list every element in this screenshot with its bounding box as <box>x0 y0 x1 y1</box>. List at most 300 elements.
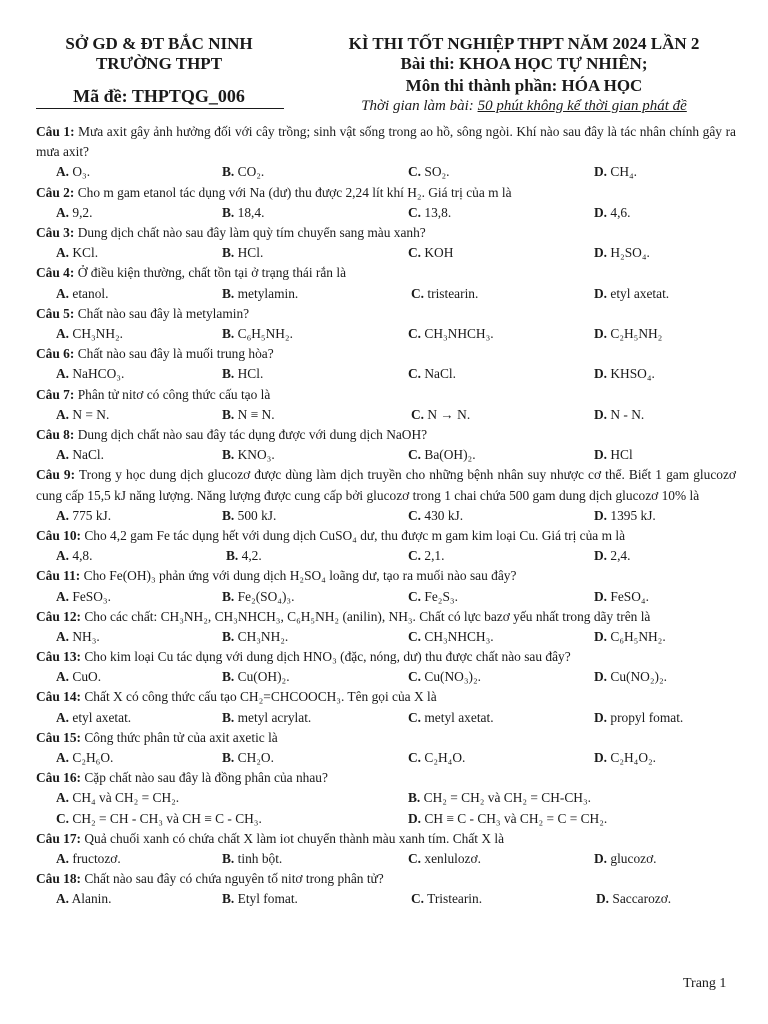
option-text: CH₃NHCH₃. <box>424 628 494 644</box>
option-text: metyl axetat. <box>424 709 494 725</box>
option-key: A. <box>56 204 70 220</box>
option-a <box>56 405 109 425</box>
option-text: metyl acrylat. <box>237 709 312 725</box>
option-key: A. <box>56 245 70 261</box>
question-number: Câu 16: <box>36 770 82 786</box>
option-key: A. <box>56 325 70 341</box>
option-key: D. <box>594 750 608 766</box>
option-key: D. <box>594 851 608 867</box>
option-text: N → N. <box>427 406 471 422</box>
option-text: FeSO₄. <box>610 588 649 604</box>
option-key: D. <box>594 669 608 685</box>
option-text: etyl axetat. <box>72 709 132 725</box>
option-c <box>408 506 463 526</box>
option-key: A. <box>56 164 70 180</box>
question-stem <box>36 122 736 162</box>
option-a <box>56 506 111 526</box>
page-number: Trang 1 <box>683 976 727 991</box>
option-c <box>408 162 450 182</box>
option-c <box>411 889 482 909</box>
option-d <box>594 243 650 263</box>
duration-label: Thời gian làm bài: <box>361 98 478 114</box>
option-key: C. <box>408 588 422 604</box>
option-text: tinh bột. <box>237 851 283 867</box>
exam-subject: Môn thi thành phần: HÓA HỌC <box>405 76 643 95</box>
option-a <box>56 364 124 384</box>
option-key: A. <box>56 750 70 766</box>
option-text: KHSO₄. <box>610 366 655 382</box>
question-text: Cho m gam etanol tác dụng với Na (dư) thu được 2,24 lít khí H₂. Giá trị của m là <box>77 184 512 200</box>
option-text: Tristearin. <box>427 891 483 907</box>
option-key: D. <box>594 507 608 523</box>
options-row <box>36 667 736 687</box>
question-stem <box>36 768 736 788</box>
question-text: Chất nào sau đây là muối trung hòa? <box>77 346 274 362</box>
option-key: C. <box>408 669 422 685</box>
option-d <box>594 405 644 425</box>
option-key: A. <box>56 669 70 685</box>
option-text: NaCl. <box>72 447 105 463</box>
question-stem <box>36 687 736 707</box>
question-text: Mưa axit gây ảnh hưởng đối với cây trồng; sinh vật sống trong ao hồ, sông ngòi. Khí nào sau đây là tác nhân chính gây ra mưa axit? <box>36 124 736 160</box>
option-b <box>222 506 276 526</box>
option-a <box>56 889 111 909</box>
option-key: D. <box>594 366 608 382</box>
option-text: Cu(OH)₂. <box>237 669 290 685</box>
option-key: B. <box>222 325 235 341</box>
option-key: B. <box>222 245 235 261</box>
question-18 <box>36 869 736 909</box>
question-number: Câu 12: <box>36 608 82 624</box>
option-text: glucozơ. <box>610 851 657 867</box>
option-text: CH₂ = CH - CH₃ và CH ≡ C - CH₃. <box>72 810 262 826</box>
option-key: C. <box>408 507 422 523</box>
school-name: TRƯỜNG THPT <box>95 54 223 73</box>
options-row <box>36 788 736 808</box>
question-10 <box>36 526 736 566</box>
option-text: Cu(NO₂)₂. <box>610 669 667 685</box>
option-a <box>56 667 101 687</box>
question-11 <box>36 566 736 606</box>
option-b <box>222 405 275 425</box>
option-key: A. <box>56 366 70 382</box>
options-row <box>36 203 736 223</box>
option-d <box>594 162 637 182</box>
question-text: Cho 4,2 gam Fe tác dụng hết với dung dịch CuSO₄ dư, thu được m gam kim loại Cu. Giá trị của m là <box>84 527 626 543</box>
option-key: A. <box>56 447 70 463</box>
question-number: Câu 13: <box>36 649 82 665</box>
options-row <box>36 587 736 607</box>
question-text: Cho Fe(OH)₃ phản ứng với dung dịch H₂SO₄ loãng dư, tạo ra muối nào sau đây? <box>83 568 517 584</box>
option-key: B. <box>222 709 235 725</box>
options-row <box>36 708 736 728</box>
option-text: NaHCO₃. <box>72 366 125 382</box>
option-text: C₂H₄O. <box>424 750 466 766</box>
question-number: Câu 5: <box>36 305 75 321</box>
question-9 <box>36 465 736 526</box>
option-key: B. <box>222 164 235 180</box>
option-key: C. <box>408 204 422 220</box>
question-number: Câu 17: <box>36 830 82 846</box>
question-text: Dung dịch chất nào sau đây tác dụng được với dung dịch NaOH? <box>77 426 428 442</box>
option-c <box>408 627 494 647</box>
option-text: H₂SO₄. <box>610 245 650 261</box>
option-text: 4,6. <box>610 204 631 220</box>
options-row <box>36 405 736 425</box>
option-key: B. <box>222 507 235 523</box>
option-c <box>408 364 456 384</box>
option-d <box>594 284 669 304</box>
option-c <box>408 546 444 566</box>
question-text: Chất nào sau đây có chứa nguyên tố nitơ trong phân tử? <box>84 871 384 887</box>
option-text: N ≡ N. <box>237 406 275 422</box>
option-text: Saccarozơ. <box>612 891 672 907</box>
option-text: etanol. <box>72 285 109 301</box>
option-key: A. <box>56 548 70 564</box>
option-key: D. <box>594 447 608 463</box>
option-a <box>56 324 123 344</box>
question-4 <box>36 263 736 303</box>
question-stem <box>36 607 736 627</box>
option-key: B. <box>222 366 235 382</box>
option-text: KNO₃. <box>237 447 275 463</box>
question-text: Chất nào sau đây là metylamin? <box>77 305 250 321</box>
option-text: CH₄ và CH₂ = CH₂. <box>72 790 180 806</box>
question-16 <box>36 768 736 829</box>
option-key: B. <box>226 548 239 564</box>
option-text: HCl. <box>237 245 264 261</box>
option-a <box>56 243 98 263</box>
question-number: Câu 6: <box>36 346 75 362</box>
option-key: C. <box>408 164 422 180</box>
option-c <box>408 324 494 344</box>
option-c <box>408 243 453 263</box>
option-text: CH₃NH₂. <box>72 325 124 341</box>
question-8 <box>36 425 736 465</box>
question-number: Câu 2: <box>36 184 75 200</box>
option-b <box>222 627 288 647</box>
exam-code: Mã đề: THPTQG_006 <box>73 86 245 106</box>
option-b <box>222 162 264 182</box>
option-text: CH₄. <box>610 164 638 180</box>
question-number: Câu 11: <box>36 568 81 584</box>
question-text: Trong y học dung dịch glucozơ được dùng làm dịch truyền cho những bệnh nhân suy nhược cơ thể. Biết 1 gam glucozơ cung cấp 15,5 kJ năng lượng. Năng lượng được cung cấp bởi glucozơ trong 1 chai chứa 500 gam dung dịch glucozơ 10% là <box>36 467 736 503</box>
question-stem <box>36 728 736 748</box>
option-text: xenlulozơ. <box>424 851 481 867</box>
option-key: B. <box>222 750 235 766</box>
option-a <box>56 587 111 607</box>
option-key: D. <box>594 588 608 604</box>
option-key: C. <box>56 810 70 826</box>
option-d <box>594 364 655 384</box>
option-key: B. <box>222 669 235 685</box>
exam-title: KÌ THI TỐT NGHIỆP THPT NĂM 2024 LẦN 2 <box>348 34 700 53</box>
option-text: propyl fomat. <box>610 709 684 725</box>
options-row <box>36 748 736 768</box>
option-text: etyl axetat. <box>610 285 670 301</box>
question-number: Câu 3: <box>36 224 75 240</box>
option-key: A. <box>56 851 70 867</box>
option-key: D. <box>594 245 608 261</box>
question-number: Câu 10: <box>36 527 82 543</box>
question-number: Câu 4: <box>36 265 75 281</box>
question-text: Dung dịch chất nào sau đây làm quỳ tím chuyển sang màu xanh? <box>77 224 426 240</box>
option-text: HCl <box>610 447 633 463</box>
options-row <box>36 889 736 909</box>
question-7 <box>36 385 736 425</box>
option-key: C. <box>411 891 425 907</box>
option-key: D. <box>594 204 608 220</box>
exam-duration <box>300 96 748 116</box>
question-stem <box>36 526 736 546</box>
question-stem <box>36 263 736 283</box>
option-b <box>226 546 262 566</box>
question-stem <box>36 344 736 364</box>
option-text: CH₂O. <box>237 750 274 766</box>
options-row <box>36 162 736 182</box>
options-row <box>36 364 736 384</box>
option-text: 4,8. <box>72 548 93 564</box>
option-text: C₆H₅NH₂. <box>237 325 293 341</box>
option-key: C. <box>408 750 422 766</box>
question-number: Câu 1: <box>36 124 75 139</box>
question-stem <box>36 304 736 324</box>
option-b <box>222 203 264 223</box>
question-1 <box>36 122 736 183</box>
question-text: Ở điều kiện thường, chất tồn tại ở trạng thái rắn là <box>77 265 347 281</box>
options-row <box>36 445 736 465</box>
question-stem <box>36 566 736 586</box>
option-key: A. <box>56 891 70 907</box>
question-text: Quả chuối xanh có chứa chất X làm iot chuyển thành màu xanh tím. Chất X là <box>84 830 505 846</box>
option-key: D. <box>594 325 608 341</box>
option-key: A. <box>56 709 70 725</box>
option-text: Alanin. <box>71 891 112 907</box>
option-text: KOH <box>424 245 454 261</box>
option-b <box>222 284 298 304</box>
option-key: B. <box>222 204 235 220</box>
option-text: CH₃NH₂. <box>237 628 289 644</box>
option-a <box>56 284 108 304</box>
option-text: C₆H₅NH₂. <box>610 628 666 644</box>
option-key: D. <box>408 810 422 826</box>
question-number: Câu 9: <box>36 467 76 483</box>
option-b <box>222 889 298 909</box>
option-d <box>594 849 657 869</box>
option-text: 430 kJ. <box>424 507 464 523</box>
option-b <box>222 445 275 465</box>
question-number: Câu 15: <box>36 729 82 745</box>
option-text: NH₃. <box>72 628 100 644</box>
option-key: B. <box>222 285 235 301</box>
duration-value: 50 phút không kể thời gian phát đề <box>477 98 687 114</box>
option-key: A. <box>56 588 70 604</box>
option-c <box>408 849 481 869</box>
option-key: D. <box>594 164 608 180</box>
option-key: A. <box>56 790 70 806</box>
option-text: Fe₂(SO₄)₃. <box>237 588 295 604</box>
option-text: 2,1. <box>424 548 445 564</box>
option-key: B. <box>222 588 235 604</box>
option-a <box>56 203 92 223</box>
option-a <box>56 849 121 869</box>
option-d <box>408 809 607 829</box>
department-name: SỞ GD & ĐT BẮC NINH <box>65 34 253 53</box>
option-d <box>594 748 656 768</box>
option-text: O₃. <box>72 164 91 180</box>
option-text: CuO. <box>72 669 102 685</box>
options-row <box>36 506 736 526</box>
option-key: C. <box>408 851 422 867</box>
option-c <box>408 445 476 465</box>
question-list <box>36 122 736 910</box>
option-b <box>222 748 274 768</box>
question-14 <box>36 687 736 727</box>
option-text: 1395 kJ. <box>610 507 656 523</box>
option-text: KCl. <box>72 245 99 261</box>
option-text: 9,2. <box>72 204 93 220</box>
question-stem <box>36 183 736 203</box>
question-text: Công thức phân tử của axit axetic là <box>84 729 278 745</box>
options-row <box>36 627 736 647</box>
option-d <box>594 203 630 223</box>
option-key: C. <box>408 325 422 341</box>
option-text: N = N. <box>72 406 110 422</box>
option-text: C₂H₆O. <box>72 750 114 766</box>
option-a <box>56 627 100 647</box>
option-key: B. <box>222 406 235 422</box>
option-text: C₂H₅NH₂ <box>610 325 663 341</box>
options-row <box>36 324 736 344</box>
question-number: Câu 18: <box>36 871 82 887</box>
question-text: Phân tử nitơ có công thức cấu tạo là <box>77 386 271 402</box>
question-text: Cặp chất nào sau đây là đồng phân của nhau? <box>84 770 328 786</box>
option-a <box>56 162 90 182</box>
option-text: FeSO₃. <box>72 588 111 604</box>
option-text: 500 kJ. <box>237 507 277 523</box>
question-stem <box>36 385 736 405</box>
option-key: A. <box>56 507 70 523</box>
option-text: SO₂. <box>424 164 450 180</box>
options-row <box>36 809 736 829</box>
option-text: metylamin. <box>237 285 299 301</box>
option-key: B. <box>222 447 235 463</box>
option-c <box>411 405 470 425</box>
question-12 <box>36 607 736 647</box>
question-5 <box>36 304 736 344</box>
option-text: Cu(NO₃)₂. <box>424 669 481 685</box>
option-text: 775 kJ. <box>72 507 112 523</box>
option-c <box>408 708 494 728</box>
option-key: A. <box>56 628 70 644</box>
question-stem <box>36 829 736 849</box>
option-c <box>408 587 458 607</box>
options-row <box>36 284 736 304</box>
question-stem <box>36 223 736 243</box>
option-b <box>222 364 263 384</box>
option-b <box>222 849 282 869</box>
exam-header <box>0 34 768 120</box>
option-b <box>222 587 294 607</box>
question-text: Chất X có công thức cấu tạo CH₂=CHCOOCH₃. Tên gọi của X là <box>84 689 437 705</box>
option-text: 2,4. <box>610 548 631 564</box>
option-key: C. <box>408 245 422 261</box>
option-d <box>594 627 666 647</box>
option-d <box>594 708 683 728</box>
option-key: C. <box>411 406 425 422</box>
option-text: 18,4. <box>237 204 265 220</box>
option-key: D. <box>594 406 608 422</box>
option-c <box>408 667 481 687</box>
option-text: C₂H₄O₂. <box>610 750 657 766</box>
option-key: D. <box>594 628 608 644</box>
question-15 <box>36 728 736 768</box>
question-number: Câu 7: <box>36 386 75 402</box>
option-key: D. <box>594 548 608 564</box>
option-text: tristearin. <box>427 285 479 301</box>
question-stem <box>36 869 736 889</box>
option-text: fructozơ. <box>72 851 121 867</box>
option-a <box>56 748 113 768</box>
option-d <box>594 445 633 465</box>
option-key: C. <box>408 366 422 382</box>
option-b <box>222 324 293 344</box>
option-text: Fe₂S₃. <box>424 588 458 604</box>
option-key: B. <box>408 790 421 806</box>
question-stem <box>36 425 736 445</box>
question-13 <box>36 647 736 687</box>
question-number: Câu 8: <box>36 426 75 442</box>
option-b <box>222 667 290 687</box>
option-c <box>408 748 465 768</box>
option-key: D. <box>594 709 608 725</box>
header-divider <box>36 108 284 109</box>
option-key: A. <box>56 285 70 301</box>
option-key: C. <box>408 709 422 725</box>
question-6 <box>36 344 736 384</box>
exam-subject-group: Bài thi: KHOA HỌC TỰ NHIÊN; <box>400 54 648 73</box>
option-b <box>222 708 311 728</box>
question-text: Cho các chất: CH₃NH₂, CH₃NHCH₃, C₆H₅NH₂ (anilin), NH₃. Chất có lực bazơ yếu nhất trong dãy trên là <box>84 608 651 624</box>
option-text: 13,8. <box>424 204 452 220</box>
question-text: Cho kim loại Cu tác dụng với dung dịch HNO₃ (đặc, nóng, dư) thu được chất nào sau đây? <box>84 649 571 665</box>
option-c <box>56 809 262 829</box>
options-row <box>36 243 736 263</box>
option-key: C. <box>408 548 422 564</box>
option-a <box>56 708 131 728</box>
option-text: CH₂ = CH₂ và CH₂ = CH-CH₃. <box>423 790 591 806</box>
option-text: 4,2. <box>241 548 262 564</box>
question-3 <box>36 223 736 263</box>
option-d <box>594 324 662 344</box>
option-key: A. <box>56 406 70 422</box>
option-b <box>222 243 263 263</box>
option-b <box>408 788 591 808</box>
option-key: C. <box>411 285 425 301</box>
option-a <box>56 788 179 808</box>
option-text: N - N. <box>610 406 645 422</box>
option-text: CH₃NHCH₃. <box>424 325 494 341</box>
option-key: D. <box>596 891 610 907</box>
option-text: CO₂. <box>237 164 265 180</box>
option-c <box>408 203 451 223</box>
option-a <box>56 546 92 566</box>
option-key: B. <box>222 851 235 867</box>
option-d <box>594 667 667 687</box>
option-text: Etyl fomat. <box>237 891 298 907</box>
question-stem <box>36 465 736 505</box>
question-2 <box>36 183 736 223</box>
